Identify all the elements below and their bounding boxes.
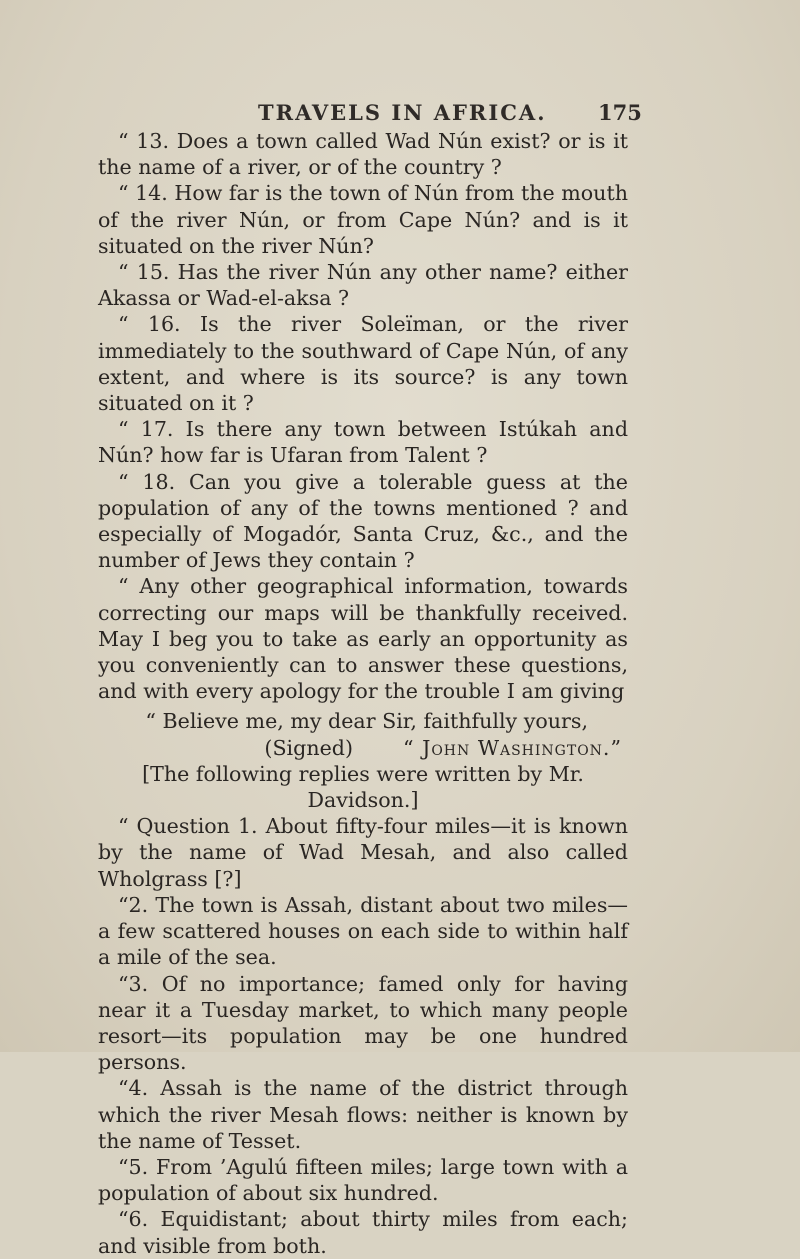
signature-line	[98, 735, 628, 761]
signed-label: (Signed)	[264, 735, 353, 760]
answer-2: “2. The town is Assah, distant about two miles—a few scattered houses on each side to within half a mile of the sea.	[98, 892, 628, 970]
answer-3: “3. Of no importance; famed only for having near it a Tuesday market, to which many people resort—its population may be one hundred persons.	[98, 971, 628, 1075]
closing-line: “ Believe me, my dear Sir, faithfully yours,	[145, 709, 588, 734]
page-header	[0, 100, 800, 130]
paragraph-q14: “ 14. How far is the town of Nún from the mouth of the river Nún, or from Cape Nún? and is it situated on the river Nún?	[98, 181, 628, 258]
paragraph-q17: “ 17. Is there any town between Istúkah and Nún? how far is Ufaran from Talent ?	[98, 417, 628, 468]
page-number: 175	[598, 100, 642, 125]
answer-4: “4. Assah is the name of the district through which the river Mesah flows: neither is known by the name of Tesset.	[98, 1076, 628, 1153]
running-title: TRAVELS IN AFRICA.	[258, 100, 547, 125]
answer-6: “6. Equidistant; about thirty miles from each; and visible from both.	[98, 1207, 628, 1258]
signatory-name: “ John Washington.”	[403, 735, 622, 760]
answer-1: “ Question 1. About fifty-four miles—it is known by the name of Wad Mesah, and also called Wholgrass [?]	[98, 814, 628, 891]
paragraph-q18: “ 18. Can you give a tolerable guess at the population of any of the towns mentioned ? and especially of Mogadór, Santa Cruz, &c., and the number of Jews they contain ?	[98, 469, 628, 573]
paragraph-request: “ Any other geographical information, towards correcting our maps will be thankfully received. May I beg you to take as early an opportunity as you conveniently can to answer these questions, and with every apology for the trouble I am giving	[98, 574, 628, 704]
editorial-note: [The following replies were written by Mr. Davidson.]	[142, 761, 584, 813]
answer-5: “5. From ’Agulú fifteen miles; large town with a population of about six hundred.	[98, 1154, 628, 1206]
paragraph-q16: “ 16. Is the river Soleïman, or the river immediately to the southward of Cape Nún, of any extent, and where is its source? is any town situated on it ?	[98, 312, 628, 416]
paragraph-q15: “ 15. Has the river Nún any other name? either Akassa or Wad-el-aksa ?	[98, 260, 628, 311]
paragraph-q13: “ 13. Does a town called Wad Nún exist? or is it the name of a river, or of the country ?	[98, 129, 628, 180]
page-body	[98, 128, 628, 1259]
letter-closing	[98, 708, 628, 760]
